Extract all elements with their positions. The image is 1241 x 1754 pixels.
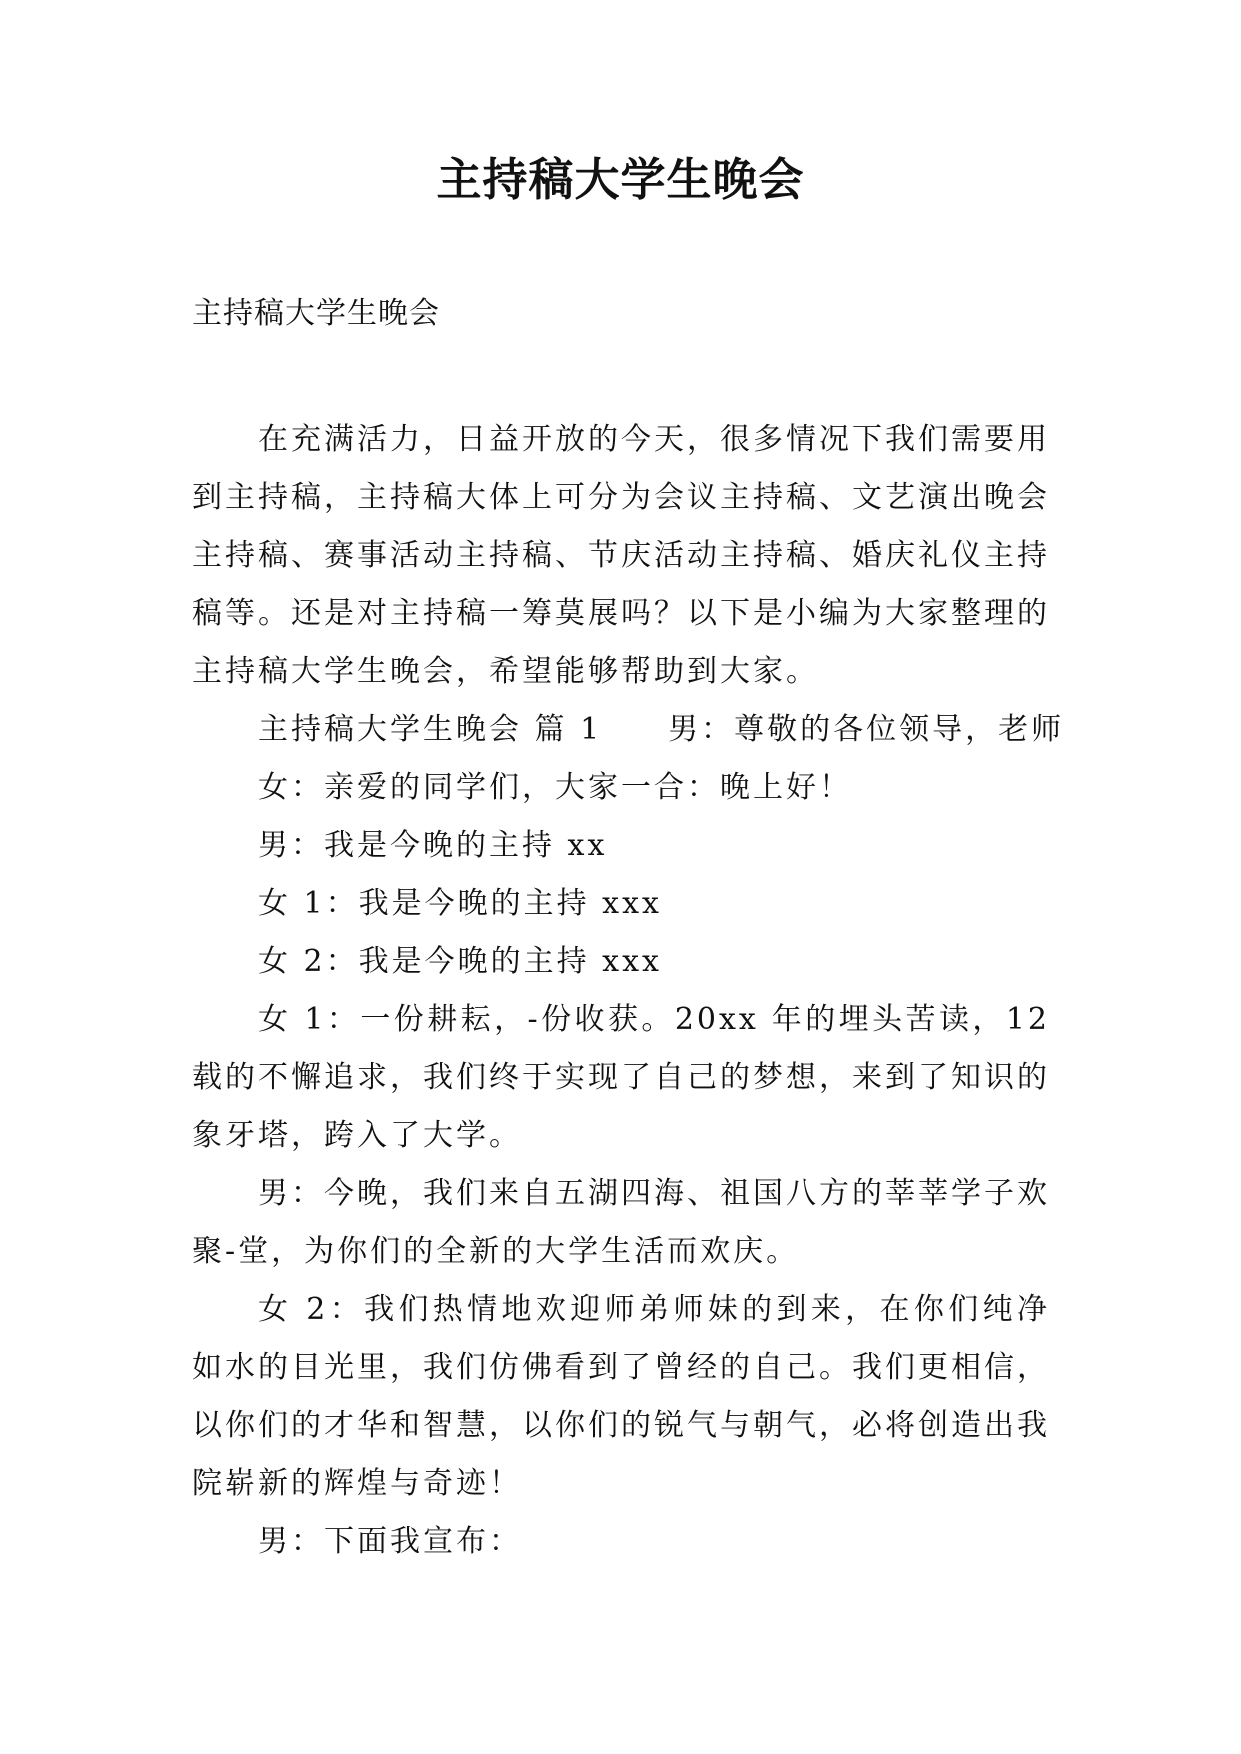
document-subtitle: 主持稿大学生晚会 <box>192 296 440 331</box>
dialogue-paragraph: 女 2：我们热情地欢迎师弟师妹的到来，在你们纯净如水的目光里，我们仿佛看到了曾经的自己。我们更相信，以你们的才华和智慧，以你们的锐气与朝气，必将创造出我院崭新的辉煌与奇迹！ <box>192 1292 1050 1501</box>
section-first-line: 男：尊敬的各位领导，老师 <box>668 712 1065 747</box>
dialogue-paragraph: 男：今晚，我们来自五湖四海、祖国八方的莘莘学子欢聚-堂，为你们的全新的大学生活而欢庆。 <box>192 1176 1050 1269</box>
document-body <box>192 411 1065 1571</box>
document-title: 主持稿大学生晚会 <box>436 153 805 206</box>
dialogue-line: 女：亲爱的同学们，大家一合：晚上好！ <box>258 770 852 805</box>
dialogue-line: 男：下面我宣布： <box>258 1524 522 1559</box>
dialogue-paragraph: 女 1：一份耕耘，-份收获。20xx 年的埋头苦读，12 载的不懈追求，我们终于实现了自己的梦想，来到了知识的象牙塔，跨入了大学。 <box>192 1002 1050 1153</box>
dialogue-line: 女 2：我是今晚的主持 xxx <box>258 944 662 979</box>
dialogue-line: 女 1：我是今晚的主持 xxx <box>258 886 662 921</box>
section-heading: 主持稿大学生晚会 篇 1 <box>258 712 603 747</box>
section-heading-line <box>192 701 1065 759</box>
intro-paragraph: 在充满活力，日益开放的今天，很多情况下我们需要用到主持稿，主持稿大体上可分为会议主持稿、文艺演出晚会主持稿、赛事活动主持稿、节庆活动主持稿、婚庆礼仪主持稿等。还是对主持稿一筹莫展吗？以下是小编为大家整理的主持稿大学生晚会，希望能够帮助到大家。 <box>192 422 1050 689</box>
dialogue-line: 男：我是今晚的主持 xx <box>258 828 608 863</box>
